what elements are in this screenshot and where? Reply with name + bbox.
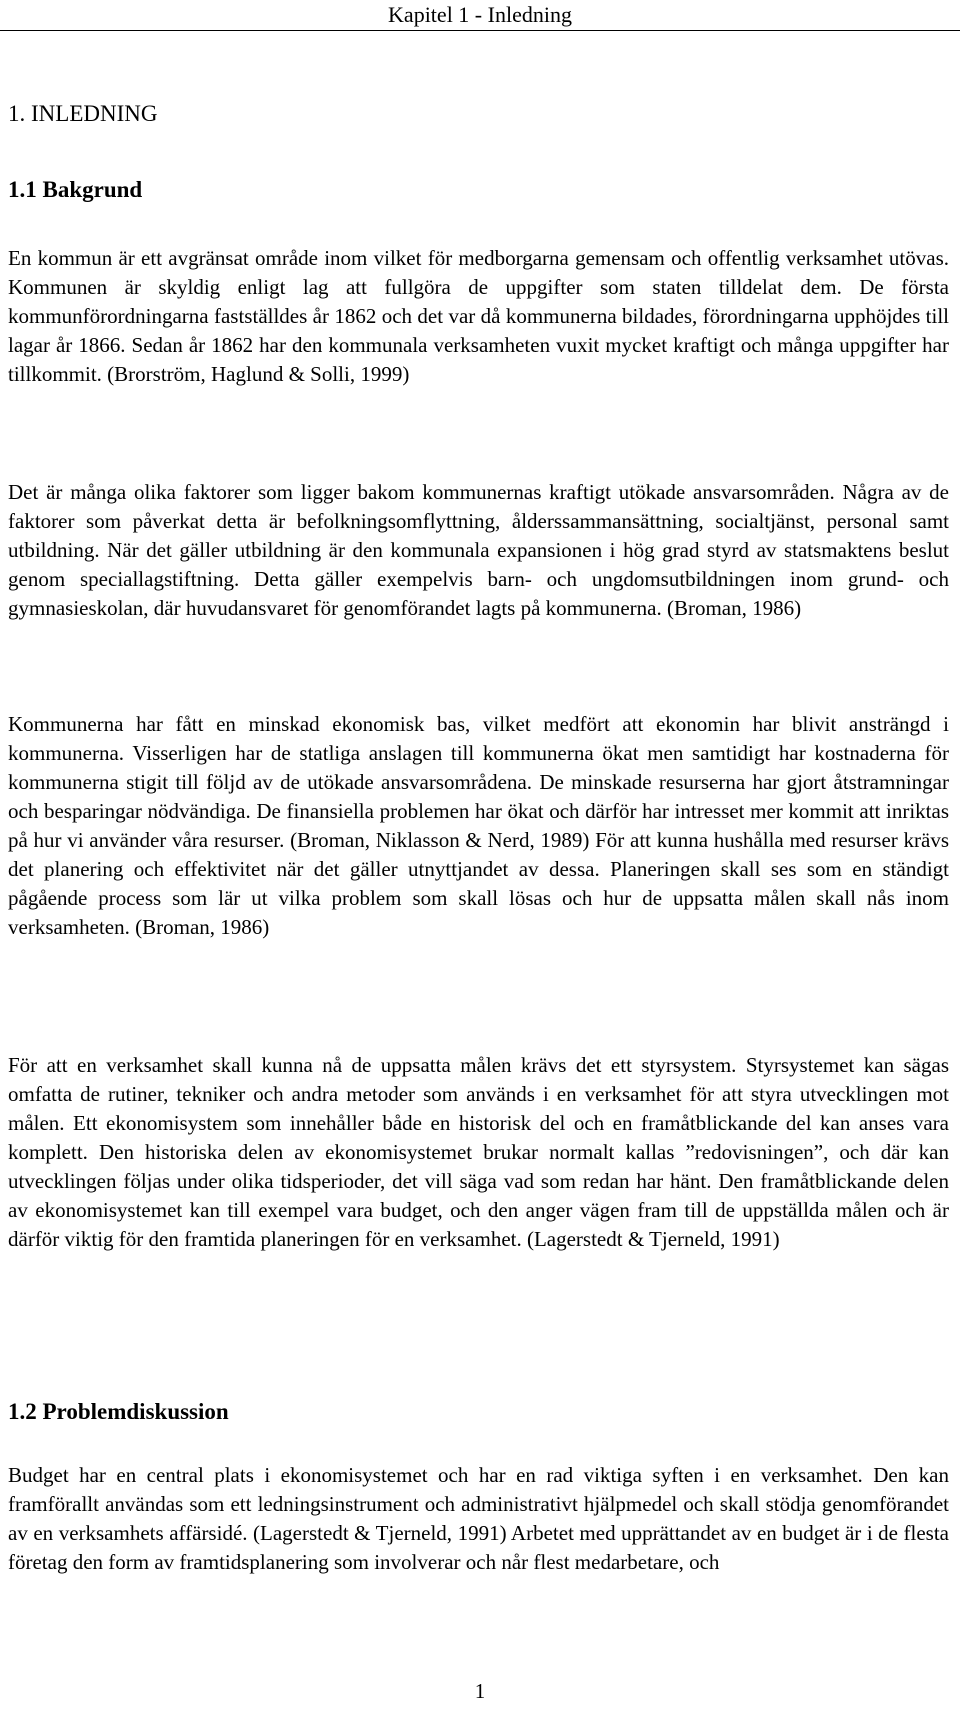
paragraph: För att en verksamhet skall kunna nå de uppsatta målen krävs det ett styrsystem. Styrsystemet kan sägas omfatta de rutiner, tekniker och andra metoder som används i en verksamhet för att styra utvecklingen mot målen. Ett ekonomisystem som innehåller både en historisk del och en framåtblickande del kan anses vara komplett. Den historiska delen av ekonomisystemet brukar normalt kallas ”redovisningen”, och där kan utvecklingen följas under olika tidsperioder, det vill säga vad som redan har hänt. Den framåtblickande delen av ekonomisystemet kan till exempel vara budget, och den anger vägen fram till de uppställda målen och är därför viktig för den framtida planeringen för en verksamhet. (Lagerstedt & Tjerneld, 1991) [8,1053,949,1251]
paragraph: Kommunerna har fått en minskad ekonomisk bas, vilket medfört att ekonomin har blivit ansträngd i kommunerna. Visserligen har de statliga anslagen till kommunerna ökat men samtidigt har kostnaderna för kommunerna stigit till följd av de utökade ansvarsområdena. De minskade resurserna har gjort åtstramningar och besparingar nödvändiga. De finansiella problemen har ökat och därför har intresset mer kommit att inriktas på hur vi använder våra resurser. (Broman, Niklasson & Nerd, 1989) För att kunna hushålla med resurser krävs det planering och effektivitet när det gäller utnyttjandet av dessa. Planeringen skall ses som en ständigt pågående process som lär ut vilka problem som skall lösas och hur de uppsatta målen skall nås inom verksamheten. (Broman, 1986) [8,712,949,939]
chapter-title: 1. INLEDNING [8,101,158,126]
paragraph: En kommun är ett avgränsat område inom vilket för medborgarna gemensam och offentlig verksamhet utövas. Kommunen är skyldig enligt lag att fullgöra de uppgifter som staten tilldelat dem. De första kommunförordningarna fastställdes år 1862 och det var då kommunerna bildades, förordningarna upphöjdes till lagar år 1866. Sedan år 1862 har den kommunala verksamheten vuxit mycket kraftigt och många uppgifter har tillkommit. (Brorström, Haglund & Solli, 1999) [8,246,949,386]
section-heading-bakgrund: 1.1 Bakgrund [8,177,143,202]
section-heading-problemdiskussion: 1.2 Problemdiskussion [8,1399,229,1424]
page-number: 1 [474,1679,486,1703]
paragraph: Budget har en central plats i ekonomisystemet och har en rad viktiga syften i en verksamhet. Den kan framförallt användas som ett ledningsinstrument och administrativt hjälpmedel och skall stödja genomförandet av en verksamhets affärsidé. (Lagerstedt & Tjerneld, 1991) Arbetet med upprättandet av en budget är i de flesta företag den form av framtidsplanering som involverar och når flest medarbetare, och [8,1463,949,1574]
running-header: Kapitel 1 - Inledning [0,0,960,31]
paragraph: Det är många olika faktorer som ligger bakom kommunernas kraftigt utökade ansvarsområden. Några av de faktorer som påverkat detta är befolkningsomflyttning, ålderssammansättning, socialtjänst, personal samt utbildning. När det gäller utbildning är den kommunala expansionen i hög grad styrd av statsmaktens beslut genom speciallagstiftning. Detta gäller exempelvis barn- och ungdomsutbildningen inom grund- och gymnasieskolan, där huvudansvaret för genomförandet lagts på kommunerna. (Broman, 1986) [8,480,949,620]
